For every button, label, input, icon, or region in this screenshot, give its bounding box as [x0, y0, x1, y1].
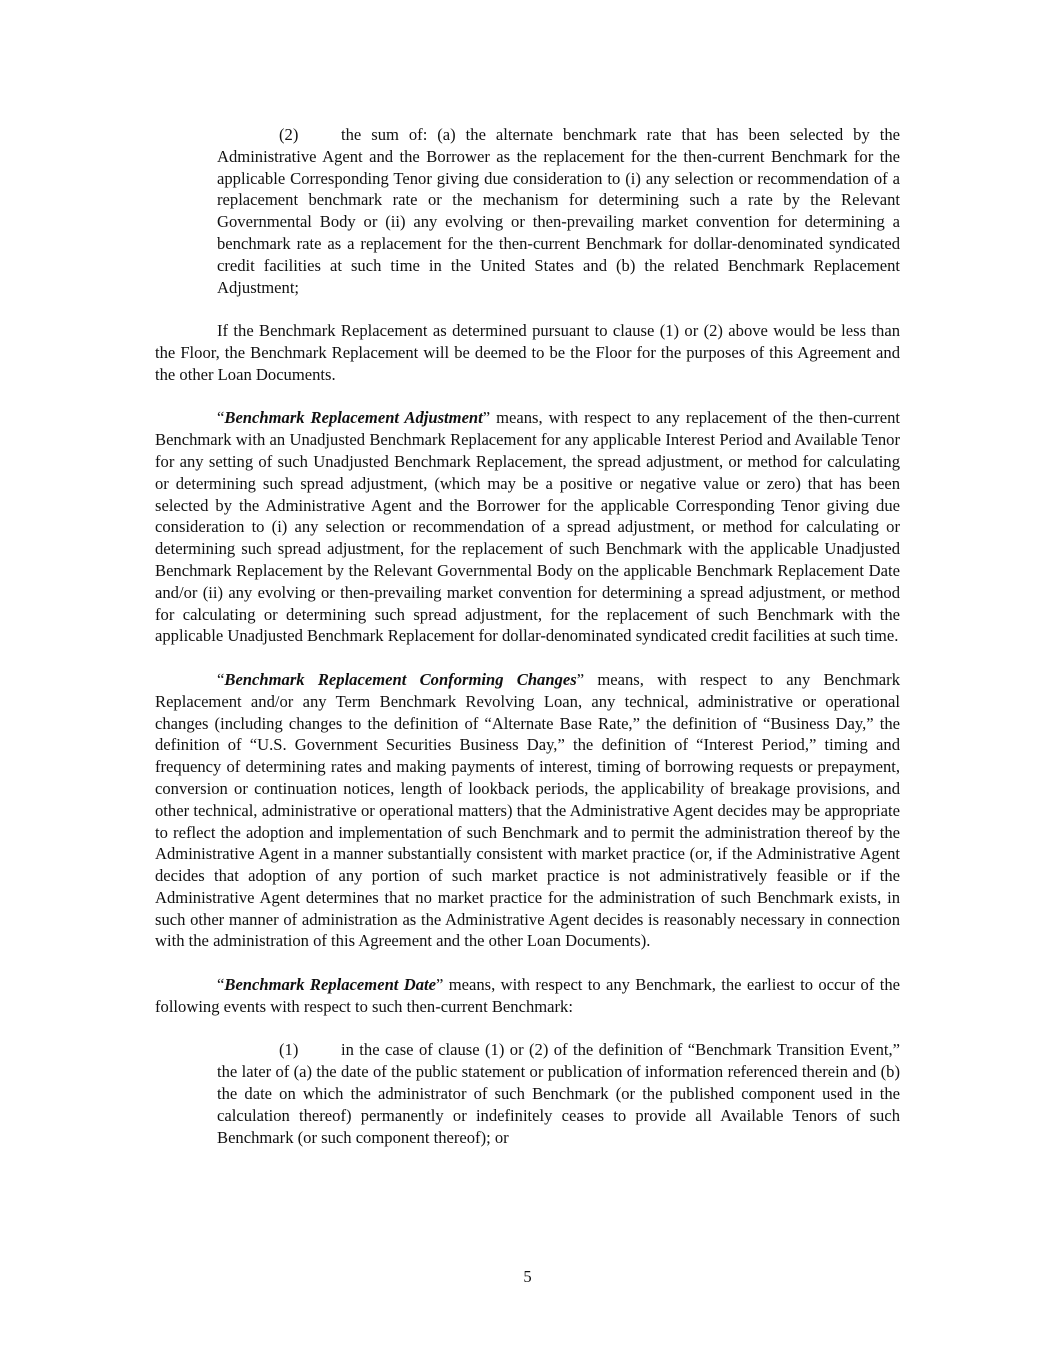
clause-2-text: the sum of: (a) the alternate benchmark rate that has been selected by the Administrative Agent and the Borrower as the replacement for the then-current Benchmark for the applicable Corresponding Tenor giving due consideration to (i) any selection or recommendation of a replacement benchmark rate or the mechanism for determining such a rate by the Relevant Governmental Body or (ii) any evolving or then-prevailing market convention for determining a benchmark rate as a replacement for the then-current Benchmark for dollar-denominated syndicated credit facilities at such time in the United States and (b) the related Benchmark Replacement Adjustment;: [217, 125, 900, 297]
page-number: 5: [523, 1267, 532, 1286]
open-quote: “: [217, 408, 225, 428]
defined-term: Benchmark Replacement Adjustment: [224, 408, 483, 428]
clause-1-paragraph: [217, 1039, 900, 1148]
close-quote: ”: [482, 408, 491, 428]
paragraph-gap: [155, 952, 900, 974]
clause-1-text: in the case of clause (1) or (2) of the definition of “Benchmark Transition Event,” the later of (a) the date of the public statement or publication of information referenced therein and (b) the date on which the administrator of such Benchmark (or the published component used in the calculation thereof) permanently or indefinitely ceases to provide all Available Tenors of such Benchmark (or such component thereof); or: [217, 1040, 900, 1147]
clause-1: [217, 1039, 900, 1148]
paragraph-gap: [155, 1018, 900, 1040]
defined-term: Benchmark Replacement Conforming Changes: [224, 669, 577, 689]
clause-1-number: (1): [279, 1040, 299, 1060]
floor-paragraph: If the Benchmark Replacement as determined pursuant to clause (1) or (2) above would be less than the Floor, the Benchmark Replacement will be deemed to be the Floor for the purposes of this Agreement and the other Loan Documents.: [155, 321, 900, 384]
clause-2: [217, 124, 900, 298]
definition-text: means, with respect to any Benchmark, the earliest to occur of the following events with respect to such then-current Benchmark:: [155, 975, 900, 1016]
definition-benchmark-replacement-date: [155, 974, 900, 1018]
close-quote: ”: [576, 669, 585, 689]
open-quote: “: [217, 975, 225, 995]
definition-benchmark-replacement-adjustment: [155, 407, 900, 647]
paragraph-gap: [155, 386, 900, 408]
definition-text: means, with respect to any replacement of the then-current Benchmark with an Unadjusted Benchmark Replacement for any applicable Interest Period and Available Tenor for any setting of such Unadjusted Benchmark Replacement, the spread adjustment, or method for calculating or determining such spread adjustment, (which may be a positive or negative value or zero) that has been selected by the Administrative Agent and the Borrower for the applicable Corresponding Tenor giving due consideration to (i) any selection or recommendation of a spread adjustment, or method for calculating or determining such spread adjustment, for the replacement of such Benchmark with the applicable Unadjusted Benchmark Replacement by the Relevant Governmental Body on the applicable Benchmark Replacement Date and/or (ii) any evolving or then-prevailing market convention for determining a spread adjustment, or method for calculating or determining such spread adjustment, for the replacement of such Benchmark with the applicable Unadjusted Benchmark Replacement for dollar-denominated syndicated credit facilities at such time.: [155, 408, 900, 646]
clause-2-number: (2): [279, 125, 299, 144]
paragraph-gap: [155, 647, 900, 669]
document-page: [155, 124, 900, 1148]
definition-text: means, with respect to any Benchmark Replacement and/or any Term Benchmark Revolving Loan, any technical, administrative or operational changes (including changes to the definition of “Alternate Base Rate,” the definition of “Business Day,” the definition of “U.S. Government Securities Business Day,” the definition of “Interest Period,” timing and frequency of determining rates and making payments of interest, timing of borrowing requests or prepayment, conversion or continuation notices, length of lookback periods, the applicability of breakage provisions, and other technical, administrative or operational matters) that the Administrative Agent decides may be appropriate to reflect the adoption and implementation of such Benchmark and to permit the administration thereof by the Administrative Agent in a manner substantially consistent with market practice (or, if the Administrative Agent decides that adoption of any portion of such market practice is not administratively feasible or if the Administrative Agent determines that no market practice for the administration of such Benchmark exists, in such other manner of administration as the Administrative Agent decides is reasonably necessary in connection with the administration of this Agreement and the other Loan Documents).: [155, 669, 900, 951]
defined-term: Benchmark Replacement Date: [224, 975, 436, 995]
open-quote: “: [217, 669, 225, 689]
clause-2-paragraph: [217, 124, 900, 298]
definition-benchmark-replacement-conforming-changes: [155, 669, 900, 952]
close-quote: ”: [436, 975, 444, 995]
paragraph-gap: [155, 298, 900, 320]
